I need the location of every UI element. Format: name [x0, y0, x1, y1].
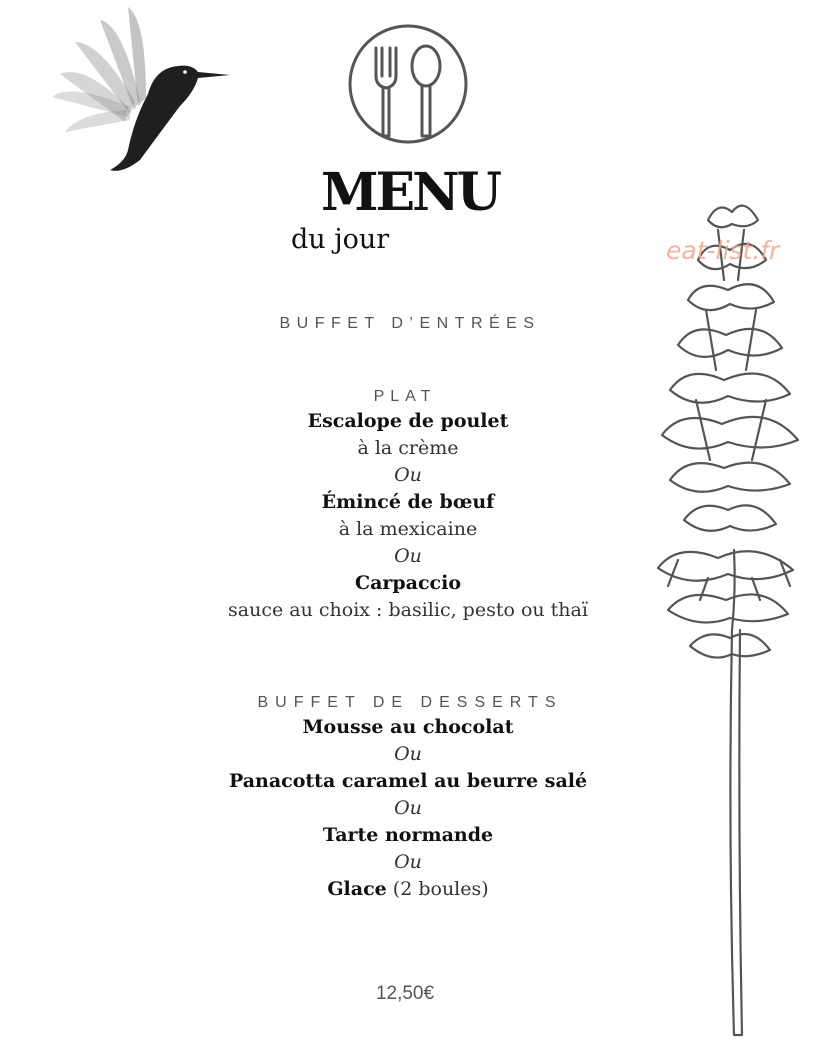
dish-emince: Émincé de bœuf — [321, 491, 495, 513]
or-separator: Ou — [394, 797, 422, 819]
hummingbird-illustration — [30, 2, 240, 182]
plat-list — [208, 408, 608, 624]
dish-escalope: Escalope de poulet — [307, 410, 509, 432]
or-separator: Ou — [394, 464, 422, 486]
menu-title: MENU — [320, 162, 500, 223]
dish-description: à la crème — [357, 437, 459, 459]
fork-spoon-icon — [346, 22, 470, 146]
dish-carpaccio: Carpaccio — [354, 572, 462, 594]
dessert-panacotta: Panacotta caramel au beurre salé — [228, 770, 588, 792]
dish-description: sauce au choix : basilic, pesto ou thaï — [228, 599, 588, 621]
section-label-plat: PLAT — [373, 388, 437, 405]
menu-subtitle: du jour — [291, 224, 390, 255]
dessert-list — [208, 714, 608, 903]
dessert-glace: Glace — [327, 878, 387, 900]
dish-description: à la mexicaine — [338, 518, 478, 540]
menu-price: 12,50€ — [375, 983, 435, 1004]
dessert-mousse: Mousse au chocolat — [302, 716, 514, 738]
section-label-entrees: BUFFET D’ENTRÉES — [279, 315, 541, 332]
dessert-tarte: Tarte normande — [322, 824, 494, 846]
dessert-glace-line — [208, 876, 608, 903]
or-separator: Ou — [394, 851, 422, 873]
watermark: eat-list.fr — [666, 236, 780, 265]
or-separator: Ou — [394, 545, 422, 567]
or-separator: Ou — [394, 743, 422, 765]
dessert-glace-desc: (2 boules) — [392, 878, 489, 900]
section-label-desserts: BUFFET DE DESSERTS — [257, 694, 563, 711]
lavender-sprig-illustration — [648, 190, 813, 1040]
